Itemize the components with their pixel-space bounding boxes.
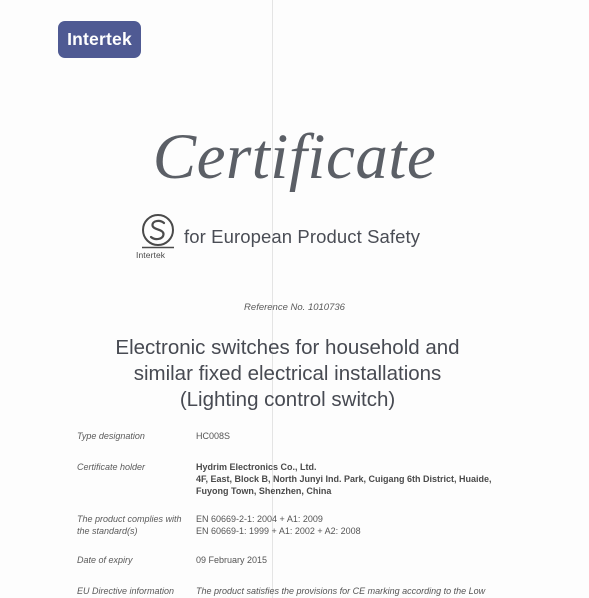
intertek-logo: Intertek (58, 21, 141, 58)
certificate-subtitle: for European Product Safety (184, 226, 421, 247)
type-designation-value: HC008S (196, 431, 231, 441)
holder-line: Fuyong Town, Shenzhen, China (196, 486, 332, 496)
s-mark-label: Intertek (136, 250, 166, 260)
product-description (0, 335, 575, 413)
reference-number: Reference No. 1010736 (244, 302, 345, 313)
holder-line: Hydrim Electronics Co., Ltd. (196, 462, 317, 472)
certificate-holder-value (196, 461, 492, 497)
product-line: (Lighting control switch) (179, 388, 396, 411)
standards-value (196, 513, 361, 537)
type-designation-label: Type designation (77, 431, 145, 441)
standards-label: The product complies with the standard(s) (77, 514, 182, 536)
expiry-value: 09 February 2015 (196, 555, 268, 565)
holder-line: 4F, East, Block B, North Junyi Ind. Park, Cuigang 6th District, Huaide, (196, 474, 492, 484)
product-line: similar fixed electrical installations (133, 362, 442, 385)
eu-directive-value: The product satisfies the provisions for CE marking according to the Low (196, 586, 486, 596)
standard-line: EN 60669-1: 1999 + A1: 2002 + A2: 2008 (196, 526, 361, 536)
fold-line (272, 0, 273, 598)
certificate-holder-label: Certificate holder (77, 462, 146, 472)
product-line: Electronic switches for household and (115, 336, 460, 359)
standard-line: EN 60669-2-1: 2004 + A1: 2009 (196, 514, 323, 524)
expiry-label: Date of expiry (77, 555, 133, 565)
certificate-title: Certificate (152, 121, 437, 193)
eu-directive-label: EU Directive information (77, 586, 175, 596)
